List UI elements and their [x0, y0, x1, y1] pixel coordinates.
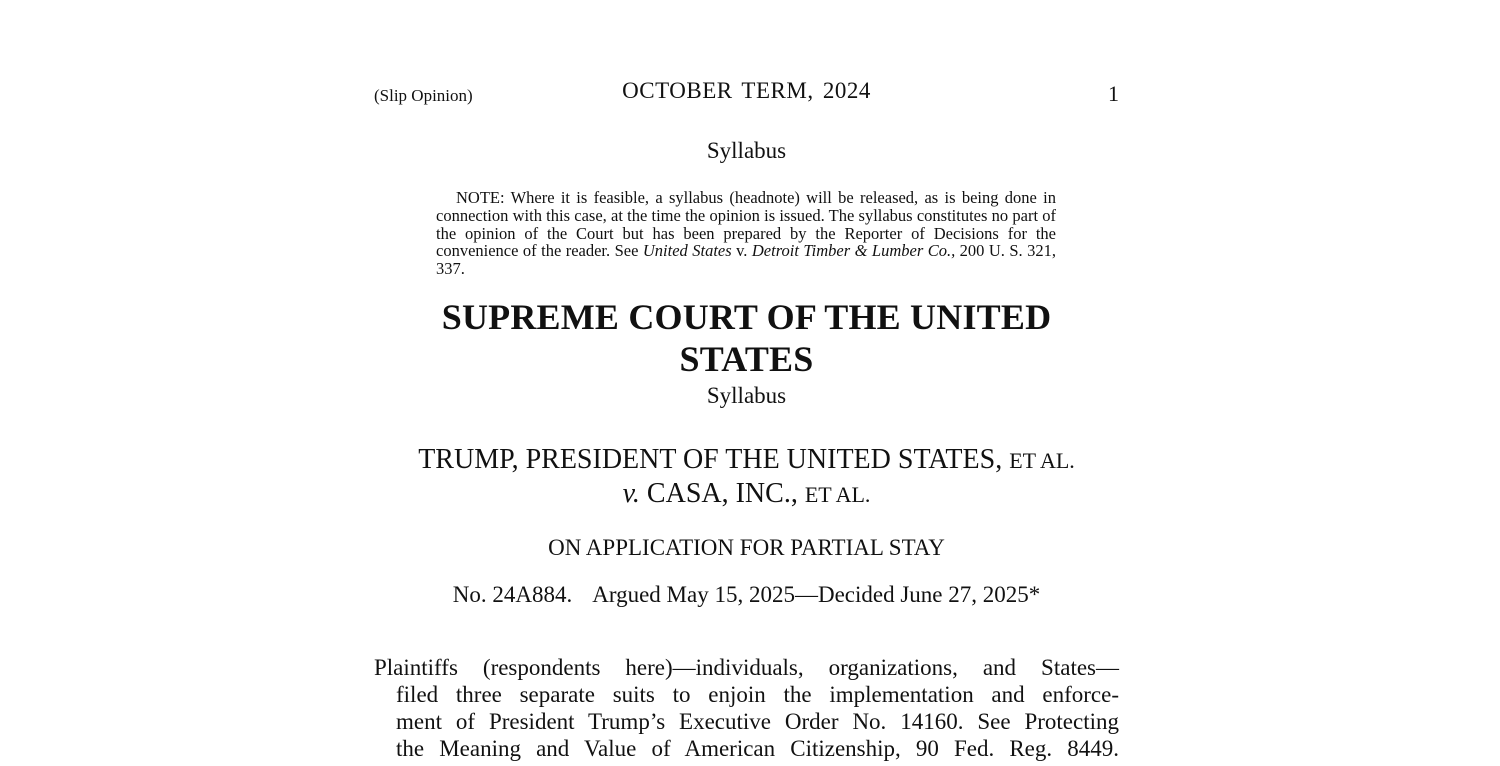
argued-decided-dates: Argued May 15, 2025—Decided June 27, 2025*: [592, 582, 1041, 607]
slip-opinion-label: (Slip Opinion): [374, 86, 473, 105]
body-line: the Meaning and Value of American Citizenship, 90 Fed. Reg. 8449.: [396, 736, 1119, 761]
note-citation: 200 U. S. 321, 337.: [436, 241, 1056, 279]
running-head: [374, 78, 1119, 110]
caption-line-1: [374, 443, 1119, 477]
syllabus-heading-top: Syllabus: [706, 138, 787, 163]
body-line: Plaintiffs (respondents here)—individuals, organizations, and States—: [374, 655, 1119, 680]
petitioner-et-al: ET AL.: [1009, 448, 1075, 473]
application-line: ON APPLICATION FOR PARTIAL STAY: [548, 535, 945, 560]
syllabus-heading: Syllabus: [706, 383, 787, 408]
body-line: ment of President Trump’s Executive Order No. 14160. See Protecting: [396, 709, 1119, 734]
docket-line: [374, 582, 1119, 608]
slip-opinion-page: [374, 0, 1119, 766]
note-versus: v.: [731, 241, 752, 261]
petitioner: TRUMP, PRESIDENT OF THE UNITED STATES,: [418, 444, 1003, 475]
body-line: filed three separate suits to enjoin the implementation and enforce-: [396, 682, 1119, 707]
case-caption: [374, 443, 1119, 511]
syllabus-note: [436, 189, 1056, 278]
court-name: SUPREME COURT OF THE UNITED STATES: [441, 297, 1052, 379]
note-case-party-2: Detroit Timber & Lumber Co.,: [751, 241, 956, 261]
respondent-et-al: ET AL.: [804, 482, 871, 507]
term-heading: OCTOBER TERM, 2024: [622, 78, 871, 103]
caption-versus: v.: [622, 478, 640, 509]
respondent: CASA, INC.,: [646, 478, 798, 509]
note-text: NOTE: Where it is feasible, a syllabus (headnote) will be released, as is being done in connection with this case, at the time the opinion is issued. The syllabus constitutes no part of the opinion of the Court but has been prepared by the Reporter of Decisions for the convenience of the reader. See: [436, 188, 1056, 261]
syllabus-body: [374, 654, 1119, 762]
caption-line-2: [374, 477, 1119, 511]
note-case-party-1: United States: [642, 241, 732, 261]
page-number: 1: [1108, 81, 1119, 106]
docket-number: No. 24A884.: [452, 582, 573, 607]
